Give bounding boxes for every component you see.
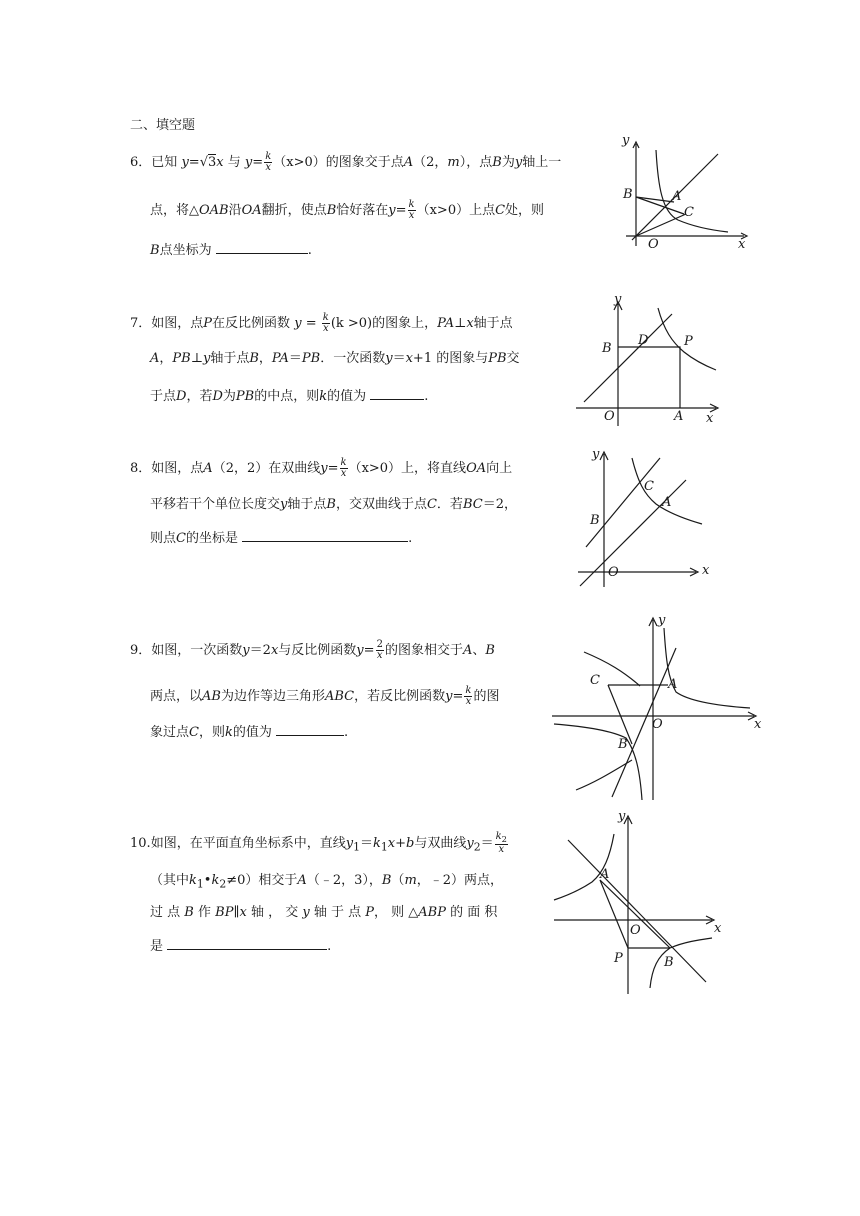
svg-text:y: y [622, 133, 630, 148]
svg-text:O: O [604, 409, 615, 424]
figure-6 [620, 133, 755, 252]
fraction-k-over-x: $\frac{k}{x}$ [265, 151, 272, 173]
svg-text:y: y [618, 809, 626, 824]
svg-text:P: P [684, 334, 693, 349]
svg-text:x: x [706, 411, 714, 426]
svg-text:y: y [614, 292, 622, 307]
figure-10 [552, 810, 732, 995]
answer-blank[interactable] [167, 938, 327, 950]
svg-text:B: B [623, 187, 633, 202]
question-number: 8． [130, 461, 152, 476]
svg-text:B: B [664, 955, 674, 970]
svg-text:O: O [630, 923, 641, 938]
svg-text:C: C [590, 673, 600, 688]
answer-blank[interactable] [276, 724, 344, 736]
svg-text:A: A [674, 409, 684, 424]
svg-text:A: A [600, 867, 610, 882]
svg-text:A: A [662, 495, 672, 510]
svg-text:O: O [652, 717, 663, 732]
svg-text:A: A [672, 189, 682, 204]
section-title: 二、填空题 [130, 118, 196, 133]
svg-text:y: y [592, 447, 600, 462]
svg-text:A: A [668, 677, 678, 692]
svg-text:x: x [754, 717, 762, 732]
svg-text:x: x [738, 237, 746, 252]
svg-text:O: O [608, 565, 619, 580]
answer-blank[interactable] [370, 388, 424, 400]
question-number: 7． [130, 316, 152, 331]
figure-7 [572, 292, 727, 428]
svg-text:B: B [590, 513, 600, 528]
answer-blank[interactable] [242, 530, 408, 542]
svg-text:B: B [618, 737, 628, 752]
svg-text:x: x [714, 921, 722, 936]
svg-text:C: C [644, 479, 654, 494]
svg-text:D: D [638, 333, 649, 348]
question-number: 10. [130, 836, 151, 851]
question-number: 9． [130, 643, 152, 658]
question-number: 6． [130, 155, 152, 170]
svg-text:O: O [648, 237, 659, 252]
svg-text:C: C [684, 205, 694, 220]
svg-text:y: y [658, 613, 666, 628]
svg-text:B: B [602, 341, 612, 356]
figure-8 [578, 444, 718, 589]
answer-blank[interactable] [216, 242, 308, 254]
svg-text:P: P [614, 951, 623, 966]
svg-text:x: x [702, 563, 710, 578]
figure-9 [550, 612, 762, 802]
